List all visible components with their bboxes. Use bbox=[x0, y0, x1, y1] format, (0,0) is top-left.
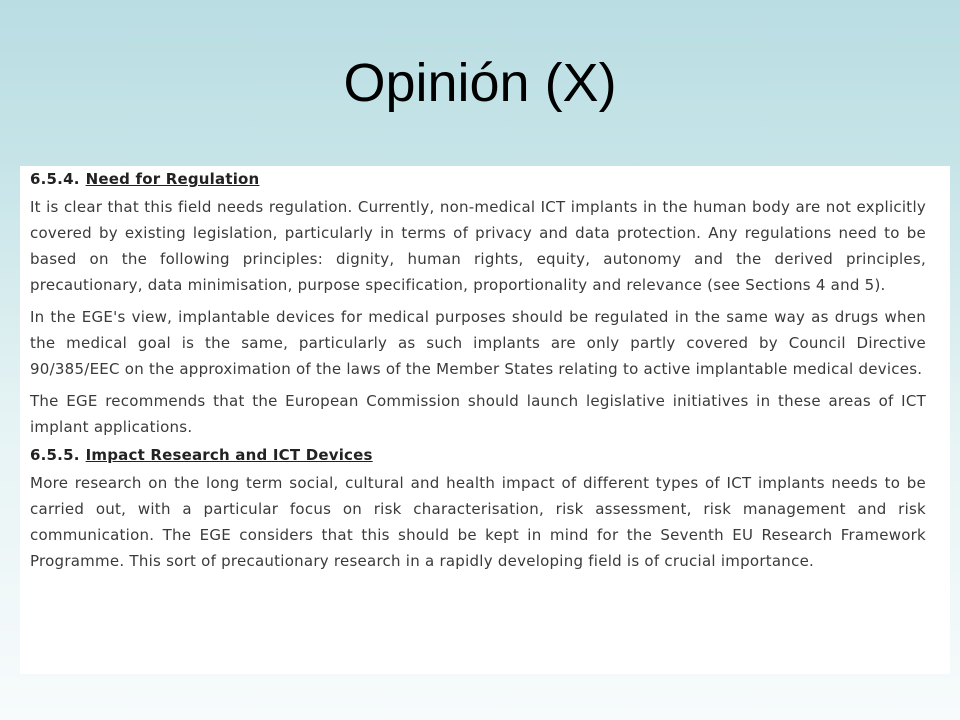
slide-title: Opinión (X) bbox=[343, 53, 617, 113]
document-excerpt bbox=[20, 166, 950, 674]
section-number: 6.5.4. bbox=[30, 170, 80, 188]
paragraph: More research on the long term social, cultural and health impact of different types of ICT implants needs to be carried out, with a particular focus on risk characterisation, risk assessment, risk management and risk communication. The EGE considers that this should be kept in mind for the Seventh EU Research Framework Programme. This sort of precautionary research in a rapidly developing field is of crucial importance. bbox=[30, 474, 926, 570]
paragraph: It is clear that this field needs regulation. Currently, non-medical ICT implants in the human body are not explicitly covered by existing legislation, particularly in terms of privacy and data protection. Any regulations need to be based on the following principles: dignity, human rights, equity, autonomy and the derived principles, precautionary, data minimisation, purpose specification, proportionality and relevance (see Sections 4 and 5). bbox=[30, 198, 926, 294]
section-title: Impact Research and ICT Devices bbox=[85, 446, 373, 464]
section-title: Need for Regulation bbox=[85, 170, 260, 188]
section-number: 6.5.5. bbox=[30, 446, 80, 464]
section-heading-impact-research bbox=[30, 446, 926, 464]
section-heading-need-for-regulation bbox=[30, 170, 926, 188]
paragraph: The EGE recommends that the European Commission should launch legislative initiatives in these areas of ICT implant applications. bbox=[30, 392, 926, 436]
paragraph: In the EGE's view, implantable devices for medical purposes should be regulated in the same way as drugs when the medical goal is the same, particularly as such implants are only partly covered by Council Directive 90/385/EEC on the approximation of the laws of the Member States relating to active implantable medical devices. bbox=[30, 308, 926, 378]
